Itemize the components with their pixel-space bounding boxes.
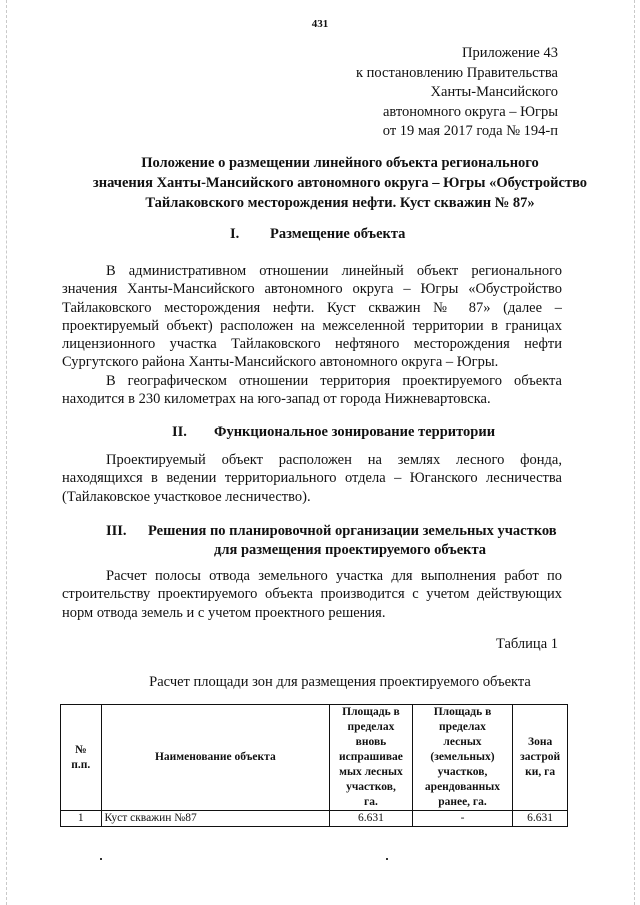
header-line: Площадь в bbox=[433, 706, 492, 718]
table-header-row bbox=[61, 705, 568, 811]
appendix-block bbox=[356, 44, 558, 142]
table-label: Таблица 1 bbox=[495, 636, 558, 652]
header-line: га. bbox=[364, 796, 378, 808]
header-line: мых лесных bbox=[339, 766, 403, 778]
section-title: Функциональное зонирование территории bbox=[214, 424, 496, 440]
table-caption: Расчет площади зон для размещения проектируемого объекта bbox=[149, 674, 531, 690]
header-line: Площадь в bbox=[342, 706, 400, 718]
paragraph-planning bbox=[62, 567, 562, 622]
paragraph-line: Тайлаковского месторождения нефти. Куст скважин № 87» (далее – bbox=[62, 299, 562, 316]
paragraph-location-geo bbox=[62, 372, 562, 409]
paragraph-line: проектируемый объект) расположен на межселенной территории в границах bbox=[62, 317, 562, 334]
header-line: арендованных bbox=[424, 781, 501, 793]
paragraph-line: Расчет полосы отвода земельного участка для выполнения работ по bbox=[106, 568, 562, 584]
scan-mark bbox=[100, 858, 102, 860]
title-line: Положение о размещении линейного объекта регионального bbox=[141, 155, 539, 171]
header-build-zone bbox=[513, 705, 568, 811]
header-number bbox=[61, 705, 102, 811]
header-line: участков, bbox=[437, 766, 488, 778]
header-line: ранее, га. bbox=[438, 796, 487, 808]
section-number: I. bbox=[230, 226, 240, 242]
appendix-line: от 19 мая 2017 года № 194-п bbox=[382, 123, 558, 139]
cell-object-name: Куст скважин №87 bbox=[101, 811, 330, 827]
header-leased-area bbox=[412, 705, 512, 811]
section-title: Размещение объекта bbox=[270, 226, 406, 242]
paragraph-line: В административном отношении линейный объект регионального bbox=[106, 263, 562, 279]
header-line: вновь bbox=[355, 736, 387, 748]
paragraph-line: Сургутского района Ханты-Мансийского автономного округа – Югры. bbox=[62, 354, 499, 371]
page-number: 431 bbox=[311, 18, 329, 30]
header-line: п.п. bbox=[71, 758, 91, 771]
title-line: значения Ханты-Мансийского автономного округа – Югры «Обустройство bbox=[92, 175, 588, 191]
section-title: Решения по планировочной организации земельных участков bbox=[148, 523, 557, 539]
header-line: участков, bbox=[346, 781, 396, 793]
header-new-area bbox=[330, 705, 413, 811]
paragraph-line: значения Ханты-Мансийского автономного округа – Югры «Обустройство bbox=[62, 281, 562, 298]
header-line: испрашивае bbox=[338, 751, 403, 763]
header-line: ки, га bbox=[525, 766, 556, 778]
paragraph-line: (Тайлаковское участковое лесничество). bbox=[62, 488, 311, 505]
header-line: Наименование объекта bbox=[154, 751, 276, 763]
header-line: № bbox=[74, 743, 87, 756]
paragraph-line: находится в 230 километрах на юго-запад от города Нижневартовска. bbox=[62, 391, 491, 408]
paragraph-line: находящихся в ведении территориального отдела – Юганского лесничества bbox=[62, 470, 562, 487]
cell-new-area: 6.631 bbox=[330, 811, 413, 827]
paragraph-line: норм отвода земель и с учетом проектного решения. bbox=[62, 604, 386, 621]
appendix-line: Ханты-Мансийского bbox=[430, 84, 558, 100]
header-line: застрой bbox=[520, 751, 561, 763]
paragraph-line: лицензионного участка Тайлаковского нефтяного месторождения нефти bbox=[62, 336, 562, 353]
document-title bbox=[80, 153, 600, 213]
header-line: (земельных) bbox=[430, 751, 495, 763]
paragraph-zoning bbox=[62, 451, 562, 506]
section-number: II. bbox=[172, 424, 187, 440]
title-line: Тайлаковского месторождения нефти. Куст скважин № 87» bbox=[145, 195, 535, 211]
appendix-line: автономного округа – Югры bbox=[382, 103, 558, 120]
header-line: Зона bbox=[528, 736, 553, 748]
page-edge-right bbox=[634, 0, 636, 905]
header-line: лесных bbox=[443, 736, 482, 748]
appendix-line: к постановлению Правительства bbox=[356, 64, 558, 81]
area-calculation-table bbox=[60, 704, 568, 827]
cell-number: 1 bbox=[61, 811, 102, 827]
appendix-line: Приложение 43 bbox=[462, 45, 558, 61]
cell-build-zone: 6.631 bbox=[513, 811, 568, 827]
header-object-name bbox=[101, 705, 330, 811]
paragraph-line: строительству проектируемого объекта производится с учетом действующих bbox=[62, 586, 562, 603]
cell-leased-area: - bbox=[412, 811, 512, 827]
section-number: III. bbox=[106, 523, 127, 539]
table-row bbox=[61, 811, 568, 827]
section-title: для размещения проектируемого объекта bbox=[214, 542, 487, 558]
paragraph-line: Проектируемый объект расположен на землях лесного фонда, bbox=[106, 452, 562, 468]
header-line: пределах bbox=[439, 721, 486, 733]
paragraph-location-admin bbox=[62, 262, 562, 372]
scan-mark bbox=[386, 858, 388, 860]
page-edge-left bbox=[6, 0, 8, 905]
paragraph-line: В географическом отношении территория проектируемого объекта bbox=[106, 373, 562, 389]
header-line: пределах bbox=[347, 721, 395, 733]
